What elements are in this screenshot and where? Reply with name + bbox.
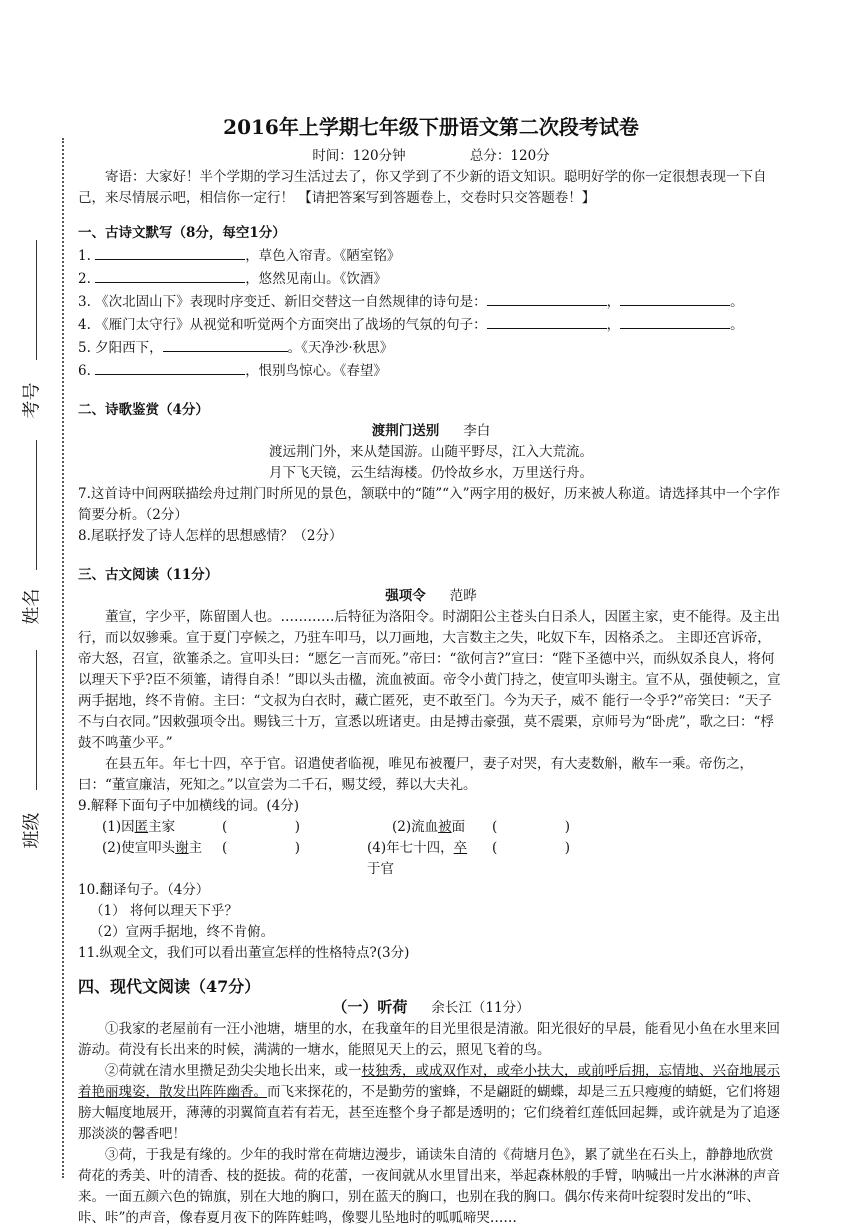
poem-line: 渡远荆门外，来从楚国游。山随平野尽，江入大荒流。: [269, 444, 593, 460]
q9-row: (2)使宣叩头谢主 ( ) (4)年七十四，卒于官 ( ): [102, 840, 571, 877]
answer-blank: [487, 290, 607, 306]
reading-header: [78, 997, 784, 1019]
q1: 1. ，草色入帘青。《陋室铭》: [78, 244, 784, 267]
reading-para: ①我家的老屋前有一汪小池塘，塘里的水，在我童年的目光里很是清澈。阳光很好的早晨，能看见小鱼在水里来回游动。荷没有长出来的时候，满满的一塘水，能照见天上的云，照见飞着的鸟。: [78, 1021, 780, 1058]
q9: 9.解释下面句子中加横线的词。(4分): [78, 798, 300, 814]
reading-para: ③荷，于我是有缘的。少年的我时常在荷塘边漫步，诵读朱自清的《荷塘月色》，累了就坐在石头上，静静地欣赏荷花的秀美、叶的清香、枝的挺拔。荷的花蕾，一夜间就从水里冒出来，举起森林般的手臂，呐喊出一片水淋淋的声音来。一面五颜六色的锦旗，别在大地的胸口，别在蓝天的胸口，也别在我的胸口。偶尔传来荷叶绽裂时发出的“咔、咔、咔”的声音，像春夏月夜下的阵阵蛙鸣，像婴儿坠地时的呱呱啼哭……: [78, 1147, 780, 1226]
q10-2: （2）宣两手据地，终不肯俯。: [90, 924, 275, 940]
exam-paper: [78, 112, 784, 1229]
side-blank-name: [36, 440, 38, 570]
answer-blank: [95, 359, 245, 375]
binding-line: [62, 138, 64, 1178]
answer-blank: [95, 244, 245, 260]
answer-blank: [163, 336, 288, 352]
answer-blank: [95, 267, 245, 283]
side-blank-class: [36, 650, 38, 790]
exam-meta: [78, 146, 784, 167]
q5: 5. 夕阳西下， 。《天净沙·秋思》: [78, 336, 784, 359]
q10-1: （1） 将何以理天下乎？: [90, 903, 238, 919]
answer-blank: [620, 290, 730, 306]
q7: 7.这首诗中间两联描绘舟过荆门时所见的景色，颔联中的“随”“入”两字用的极好，历来被人称道。请选择其中一个字作简要分析。（2分）: [78, 486, 780, 523]
poem-header: [78, 421, 784, 442]
section2-heading: 二、诗歌鉴赏（4分）: [78, 402, 209, 418]
poem-author: 李白: [463, 423, 491, 439]
q10: 10.翻译句子。（4分）: [78, 882, 210, 898]
answer-blank: [620, 313, 730, 329]
reading-para: ②荷就在清水里攒足劲尖尖地长出来，或一枝独秀，或成双作对，或牵小扶大，或前呼后拥，忘情地、兴奋地展示着艳丽瑰姿，散发出阵阵幽香。而飞来探花的，不是勤劳的蜜蜂，不是翩跹的蝴蝶，却是三五只瘦瘦的蜻蜓，它们将翅膀大幅度地展开，薄薄的羽翼简直若有若无，甚至连整个身子都是透明的；它们绕着红莲低回起舞，或许就是为了追逐那淡淡的馨香吧！: [78, 1063, 780, 1142]
classical-para: 董宣，字少平，陈留圉人也。…………后特征为洛阳令。时湖阳公主苍头白日杀人，因匿主家，吏不能得。及主出行，而以奴骖乘。宣于夏门亭候之，乃驻车叩马，以刀画地，大言数主之失，叱奴下车，因格杀之。 主即还宫诉帝，帝大怒，召宣，欲箠杀之。宣叩头曰：“愿乞一言而死。”帝曰：“欲何言?”宣曰：“陛下圣德中兴，而纵奴杀良人，将何以理天下乎?臣不须箠，请得自杀！”即以头击楹，流血被面。帝令小黄门持之，使宣叩头谢主。宣不从，强使顿之，宣两手据地，终不肯俯。主曰：“文叔为白衣时，藏亡匿死，吏不敢至门。今为天子，威不 能行一令乎?”帝笑曰：“天子不与白衣同。”因敕强项令出。赐钱三十万，宣悉以班诸吏。由是搏击豪强，莫不震栗，京师号为“卧虎”，歌之曰：“桴鼓不鸣董少平。”: [78, 609, 781, 751]
exam-intro: 寄语：大家好！半个学期的学习生活过去了，你又学到了不少新的语文知识。聪明好学的你一定很想表现一下自己，来尽情展示吧，相信你一定行！ 【请把答案写到答题卷上，交卷时只交答题卷！】: [78, 169, 767, 206]
q6: 6. ，恨别鸟惊心。《春望》: [78, 359, 784, 382]
text-author: 范晔: [449, 588, 477, 604]
q8: 8.尾联抒发了诗人怎样的思想感情？（2分）: [78, 528, 343, 544]
section3-heading: 三、古文阅读（11分）: [78, 567, 219, 583]
q9-row: (1)因匿主家 ( ) (2)流血被面 ( ): [102, 819, 571, 835]
reading-author: 余长江（11分）: [431, 1000, 530, 1016]
exam-time: 时间：120分钟: [312, 148, 406, 164]
text-title: 强项令: [385, 588, 426, 604]
q3: 3. 《次北固山下》表现时序变迁、新旧交替这一自然规律的诗句是： ， 。: [78, 290, 784, 313]
text-header: [78, 586, 784, 607]
poem-title: 渡荆门送别: [371, 423, 440, 439]
exam-title: 2016年上学期七年级下册语文第二次段考试卷: [223, 115, 639, 139]
q11: 11.纵观全文，我们可以看出董宣怎样的性格特点?(3分): [78, 945, 410, 961]
underlined-sentence: 枝独秀，或成双作对，或牵小扶大，或前呼后拥，忘情地、兴奋地展示着艳丽瑰姿，散发出阵阵幽香。: [78, 1063, 780, 1100]
q2: 2. ，悠然见南山。《饮酒》: [78, 267, 784, 290]
reading-title: （一）听荷: [332, 998, 408, 1016]
side-label-name: 姓名: [21, 588, 43, 625]
side-label-exam-no: 考号: [21, 382, 43, 419]
classical-para: 在县五年。年七十四，卒于官。诏遣使者临视，唯见布被覆尸，妻子对哭，有大麦数斛，敝车一乘。帝伤之，曰：“董宣廉洁，死知之。”以宣尝为二千石，赐艾绶，葬以大夫礼。: [78, 756, 753, 793]
section1-heading: 一、古诗文默写（8分，每空1分）: [78, 225, 286, 241]
section4-heading: 四、现代文阅读（47分）: [78, 977, 261, 996]
poem-line: 月下飞天镜，云生结海楼。仍怜故乡水，万里送行舟。: [269, 465, 593, 481]
side-label-class: 班级: [21, 812, 43, 849]
answer-blank: [487, 313, 607, 329]
side-blank-exam-no: [36, 240, 38, 360]
exam-score: 总分：120分: [469, 148, 550, 164]
q4: 4. 《雁门太守行》从视觉和听觉两个方面突出了战场的气氛的句子： ， 。: [78, 313, 784, 336]
